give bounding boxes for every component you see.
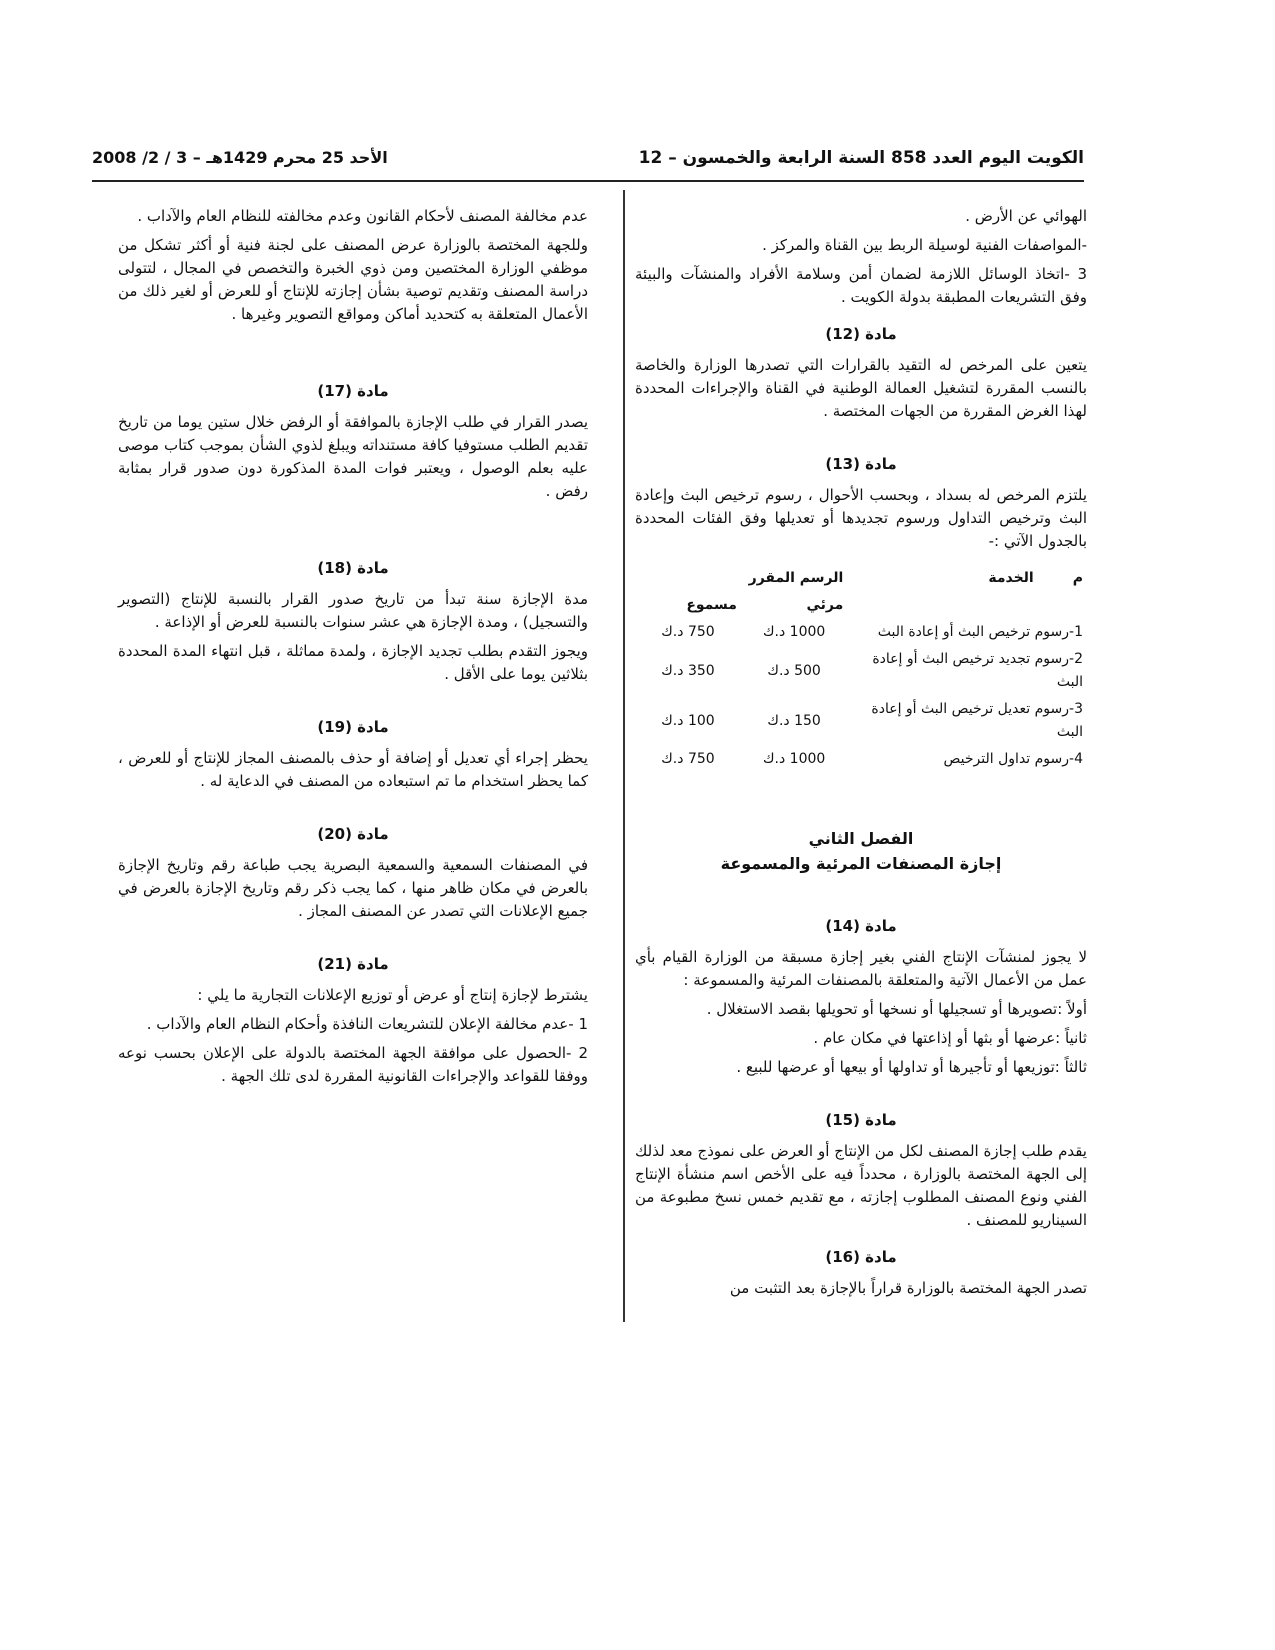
fee-service: 2-رسوم تجديد ترخيص البث أو إعادة البث <box>872 651 1083 690</box>
article-14-item: ثانياً :عرضها أو بثها أو إذاعتها في مكان عام . <box>813 1029 1087 1047</box>
chapter-subtitle: إجازة المصنفات المرئية والمسموعة <box>720 854 1002 873</box>
article-18-text-2: ويجوز التقدم بطلب تجديد الإجازة ، ولمدة مماثلة ، قبل انتهاء المدة المحددة بثلاثين يوما على الأقل . <box>118 642 588 683</box>
article-12-text: يتعين على المرخص له التقيد بالقرارات التي تصدرها الوزارة والخاصة بالنسب المقررة لتشغيل العمالة الوطنية في القناة والإجراءات المحددة لهذا الغرض المقررة من الجهات المختصة . <box>635 356 1087 420</box>
fee-table-subheader-empty <box>847 592 1087 619</box>
fee-service: 4-رسوم تداول الترخيص <box>943 751 1083 767</box>
article-17-title: مادة (17) <box>317 382 389 400</box>
intro-line: الهوائي عن الأرض . <box>965 207 1087 225</box>
intro-line: -المواصفات الفنية لوسيلة الربط بين القناة والمركز . <box>762 236 1087 254</box>
article-15-title: مادة (15) <box>825 1111 897 1129</box>
article-20-title: مادة (20) <box>317 825 389 843</box>
article-21-title: مادة (21) <box>317 955 389 973</box>
chapter-title: الفصل الثاني <box>808 829 914 848</box>
article-21-text: يشترط لإجازة إنتاج أو عرض أو توزيع الإعلانات التجارية ما يلي : <box>197 986 588 1004</box>
fee-service: 3-رسوم تعديل ترخيص البث أو إعادة البث <box>871 701 1083 740</box>
article-18-text: مدة الإجازة سنة تبدأ من تاريخ صدور القرار بالنسبة للإنتاج (التصوير والتسجيل) ، ومدة الإجازة هي عشر سنوات بالنسبة للعرض أو الإذاعة . <box>118 590 588 631</box>
article-14-item: ثالثاً :توزيعها أو تأجيرها أو تداولها أو بيعها أو عرضها للبيع . <box>736 1058 1087 1076</box>
continued-text-2: وللجهة المختصة بالوزارة عرض المصنف على لجنة فنية أو أكثر تشكل من موظفي الوزارة المختصين ومن ذوي الخبرة والتخصص في المجال ، لتتولى دراسة المصنف وتقديم توصية بشأن إجازته للإنتاج أو للعرض أو لغير ذلك من الأعمال المتعلقة به كتحديد أماكن ومواقع التصوير وغيرها . <box>118 236 588 323</box>
left-column <box>118 205 588 1094</box>
fee-audio: 750 د.ك <box>661 751 715 767</box>
article-13-title: مادة (13) <box>825 455 897 473</box>
intro-line: 3 -اتخاذ الوسائل اللازمة لضمان أمن وسلامة الأفراد والمنشآت والبيئة وفق التشريعات المطبقة بدولة الكويت . <box>635 265 1087 306</box>
article-18-title: مادة (18) <box>317 559 389 577</box>
table-row <box>635 619 1087 646</box>
article-20-text: في المصنفات السمعية والسمعية البصرية يجب طباعة رقم وتاريخ الإجازة بالعرض في مكان ظاهر منها ، كما يجب ذكر رقم وتاريخ الإجازة بالعرض في جميع الإعلانات التي تصدر عن المصنف المجاز . <box>118 856 588 920</box>
fee-col-num: م <box>1072 570 1083 586</box>
fee-visual: 500 د.ك <box>767 662 821 679</box>
fee-service: 1-رسوم ترخيص البث أو إعادة البث <box>877 624 1083 640</box>
fee-col-visual: مرئي <box>806 597 844 613</box>
fee-visual: 1000 د.ك <box>762 751 826 767</box>
article-21-item: 2 -الحصول على موافقة الجهة المختصة بالدولة على الإعلان بحسب نوعه ووفقا للقواعد والإجراءات القانونية المقررة لدى تلك الجهة . <box>118 1044 588 1085</box>
table-row <box>635 746 1087 773</box>
article-12-title: مادة (12) <box>825 325 897 343</box>
article-14-text: لا يجوز لمنشآت الإنتاج الفني بغير إجازة مسبقة من الوزارة القيام بأي عمل من الأعمال الآتية والمتعلقة بالمصنفات المرئية والمسموعة : <box>635 948 1087 989</box>
header-date: الأحد 25 محرم 1429هـ – 3 / 2/ 2008 <box>92 148 388 167</box>
article-15-text: يقدم طلب إجازة المصنف لكل من الإنتاج أو العرض على نموذج معد لذلك إلى الجهة المختصة بالوزارة ، محدداً فيه على الأخص اسم منشأة الإنتاج الفني ونوع المصنف المطلوب إجازته ، مع تقديم خمس نسخ مطبوعة من السيناريو للمصنف . <box>635 1142 1087 1229</box>
table-row <box>635 646 1087 696</box>
article-16-title: مادة (16) <box>825 1248 897 1266</box>
fee-col-fee: الرسم المقرر <box>748 570 844 586</box>
fee-audio: 100 د.ك <box>661 712 715 729</box>
fee-table <box>635 565 1087 773</box>
table-row <box>635 696 1087 746</box>
article-21-item: 1 -عدم مخالفة الإعلان للتشريعات النافذة وأحكام النظام العام والآداب . <box>146 1015 588 1033</box>
article-13-text: يلتزم المرخص له بسداد ، وبحسب الأحوال ، رسوم ترخيص البث وإعادة البث وترخيص التداول ورسوم تجديدها أو تعديلها وفق الفئات المحددة بالجدول الآتي :- <box>635 486 1087 550</box>
article-14-item: أولاً :تصويرها أو تسجيلها أو نسخها أو تحويلها بقصد الاستغلال . <box>706 1000 1087 1018</box>
continued-text: عدم مخالفة المصنف لأحكام القانون وعدم مخالفته للنظام العام والآداب . <box>137 207 588 225</box>
fee-col-service: الخدمة <box>988 570 1034 586</box>
fee-table-header-service <box>847 565 1087 592</box>
article-14-title: مادة (14) <box>825 917 897 935</box>
header-issue-info: الكويت اليوم العدد 858 السنة الرابعة والخمسون – 12 <box>638 148 1084 168</box>
fee-audio: 350 د.ك <box>661 662 715 679</box>
page-header <box>92 146 1084 182</box>
right-column <box>635 205 1087 1306</box>
article-17-text: يصدر القرار في طلب الإجازة بالموافقة أو الرفض خلال ستين يوما من تاريخ تقديم الطلب مستوفيا كافة مستنداته ويبلغ لذوي الشأن بموجب كتاب موصى عليه بعلم الوصول ، ويعتبر فوات المدة المذكورة دون صدور قرار بمثابة رفض . <box>118 413 588 500</box>
article-19-text: يحظر إجراء أي تعديل أو إضافة أو حذف بالمصنف المجاز للإنتاج أو للعرض ، كما يحظر استخدام ما تم استبعاده من المصنف في الدعاية له . <box>118 749 588 790</box>
fee-table-subheader <box>635 592 1087 619</box>
article-16-text: تصدر الجهة المختصة بالوزارة قراراً بالإجازة بعد التثبت من <box>729 1279 1087 1297</box>
fee-audio: 750 د.ك <box>661 624 715 640</box>
article-19-title: مادة (19) <box>317 718 389 736</box>
fee-col-audio: مسموع <box>686 597 737 613</box>
fee-visual: 150 د.ك <box>767 712 821 729</box>
fee-visual: 1000 د.ك <box>762 624 826 640</box>
fee-table-header <box>635 565 1087 592</box>
column-divider <box>623 190 625 1322</box>
